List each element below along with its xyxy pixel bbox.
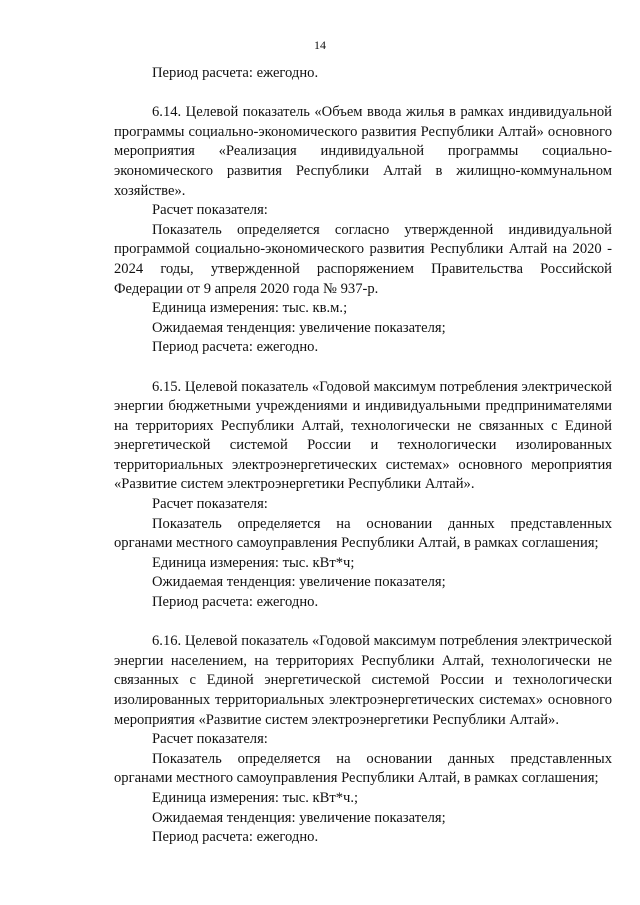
calc-text: Показатель определяется на основании данных представленных органами местного самоуправления Республики Алтай, в рамках соглашения; [114, 750, 612, 787]
unit-line: Единица измерения: тыс. кВт*ч; [152, 554, 355, 571]
calc-label: Расчет показателя: [152, 496, 268, 513]
trend-line: Ожидаемая тенденция: увеличение показателя; [152, 809, 446, 826]
unit-line: Единица измерения: тыс. кв.м.; [152, 300, 348, 317]
intro-period: Период расчета: ежегодно. [152, 65, 319, 81]
calc-label: Расчет показателя: [152, 731, 268, 748]
section-6-16 [114, 632, 612, 848]
calc-label: Расчет показателя: [152, 202, 268, 219]
document-body [114, 64, 612, 848]
section-heading: 6.14. Целевой показатель «Объем ввода жилья в рамках индивидуальной программы социально-экономического развития Республики Алтай» основного мероприятия «Реализация индивидуальной программы социально-экономического развития Республики Алтай в жилищно-коммунальном хозяйстве». [114, 104, 612, 199]
section-6-14 [114, 103, 612, 358]
unit-line: Единица измерения: тыс. кВт*ч.; [152, 789, 359, 806]
spacer [114, 358, 612, 378]
section-6-15 [114, 378, 612, 613]
period-line: Период расчета: ежегодно. [152, 829, 319, 846]
spacer [114, 84, 612, 104]
calc-text: Показатель определяется на основании данных представленных органами местного самоуправления Республики Алтай, в рамках соглашения; [114, 515, 612, 552]
trend-line: Ожидаемая тенденция: увеличение показателя; [152, 574, 446, 591]
page-number: 14 [314, 38, 326, 52]
period-line: Период расчета: ежегодно. [152, 594, 319, 611]
trend-line: Ожидаемая тенденция: увеличение показателя; [152, 319, 446, 336]
calc-text: Показатель определяется согласно утвержденной индивидуальной программой социально-экономического развития Республики Алтай на 2020 - 2024 годы, утвержденной распоряжением Правительства Российской Федерации от 9 апреля 2020 года № 937-р. [114, 221, 612, 297]
section-heading: 6.16. Целевой показатель «Годовой максимум потребления электрической энергии населением, на территориях Республики Алтай, технологически не связанных с Единой энергетической системой России и технологически изолированных территориальных электроэнергетических системах» основного мероприятия «Развитие систем электроэнергетики Республики Алтай». [114, 633, 612, 728]
period-line: Период расчета: ежегодно. [152, 339, 319, 356]
section-heading: 6.15. Целевой показатель «Годовой максимум потребления электрической энергии бюджетными учреждениями и индивидуальными предпринимателями на территориях Республики Алтай, технологически не связанных с Единой энергетической системой России и технологически изолированных территориальных электроэнергетических системах» основного мероприятия «Развитие систем электроэнергетики Республики Алтай». [114, 378, 612, 493]
spacer [114, 613, 612, 633]
